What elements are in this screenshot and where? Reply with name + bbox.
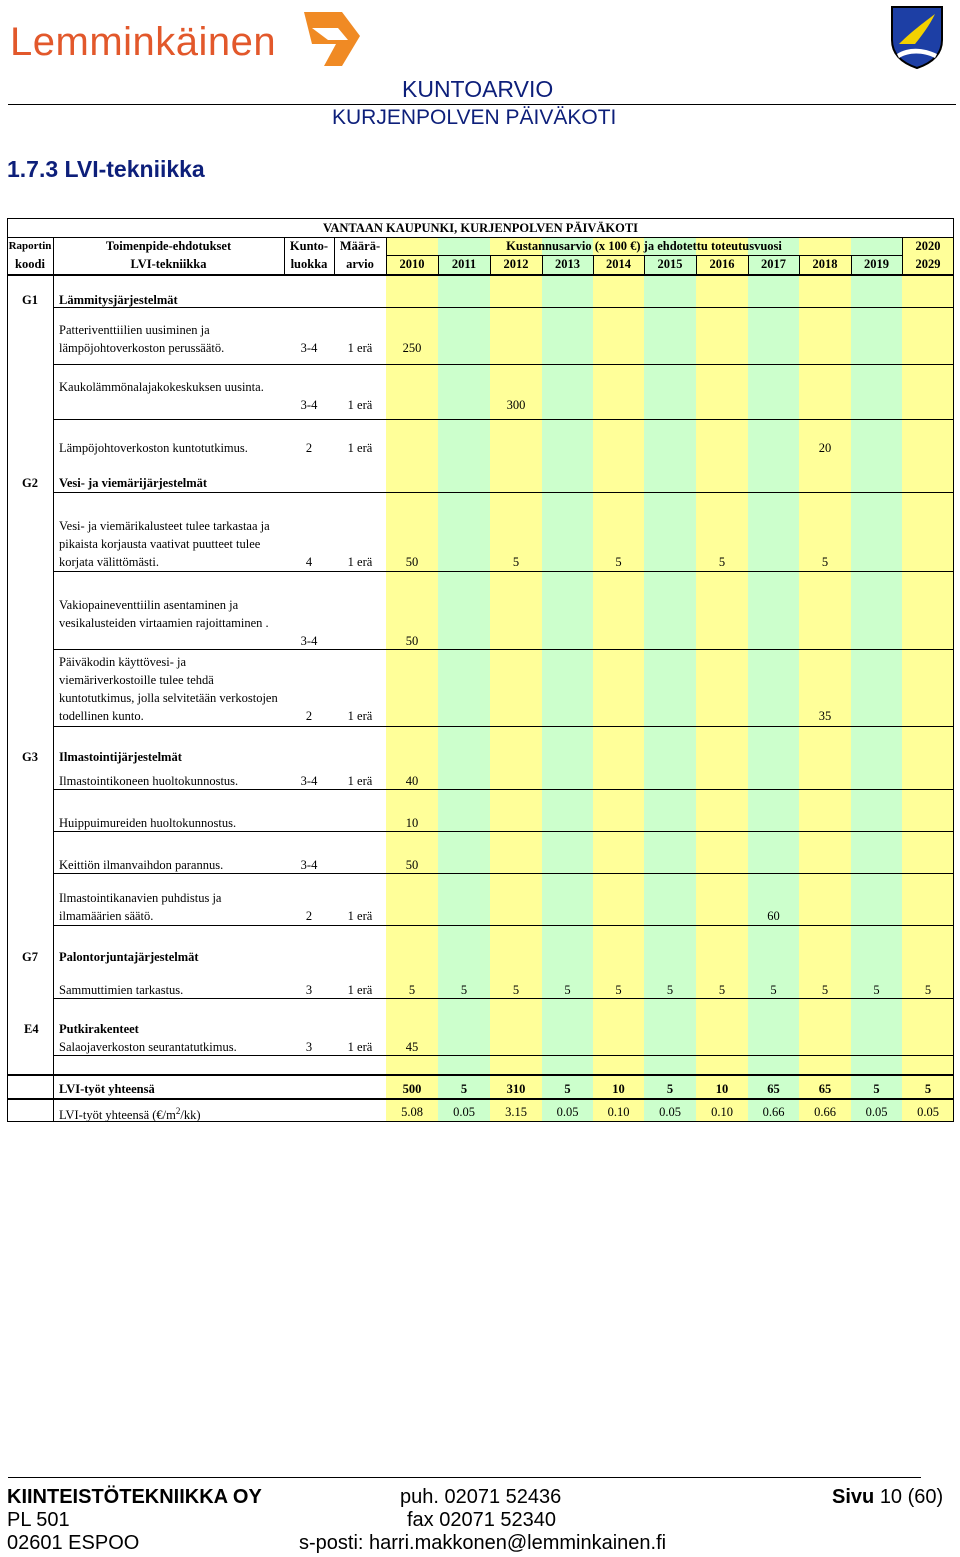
per-m2-label-sup: 2 (175, 1106, 181, 1116)
group-name: Lämmitysjärjestelmät (59, 293, 178, 307)
row-description: Lämpöjohtoverkoston kuntotutkimus. (59, 441, 248, 455)
per-m2-cost-cell: 0.10 (711, 1105, 733, 1119)
row-cost-cell: 50 (405, 634, 419, 648)
row-condition-class: 2 (305, 909, 313, 923)
footer-company: KIINTEISTÖTEKNIIKKA OY (7, 1486, 262, 1508)
section-title: 1.7.3 LVI-tekniikka (7, 156, 205, 182)
row-condition-class: 3-4 (300, 398, 318, 412)
per-m2-cost-cell: 0.05 (917, 1105, 939, 1119)
row-divider (53, 726, 954, 727)
total-cost-cell: 5 (564, 1082, 571, 1096)
row-description: Päiväkodin käyttövesi- ja viemäriverkostoille tulee tehdä kuntotutkimus, jolla selvitetään verkostojen todellinen kunto. (59, 655, 278, 723)
row-cost-cell: 5 (718, 983, 726, 997)
per-m2-label-text: LVI-työt yhteensä (€/m (59, 1108, 176, 1123)
row-description: Sammuttimien tarkastus. (59, 983, 184, 997)
row-description: Vakiopaineventtiilin asentaminen ja vesikalusteiden virtaamien rajoittaminen . (59, 598, 269, 630)
per-m2-label (59, 1102, 201, 1124)
row-quantity: 1 erä (347, 909, 373, 923)
document-subtitle: KURJENPOLVEN PÄIVÄKOTI (332, 106, 617, 129)
per-m2-label-suffix: /kk) (180, 1108, 201, 1123)
header-code-line1: Raportin (8, 240, 52, 252)
municipal-crest-icon (889, 4, 945, 70)
logo-arrow-icon (302, 8, 364, 70)
row-quantity: 1 erä (347, 341, 373, 355)
year-column-divider (696, 255, 697, 274)
row-cost-cell: 5 (718, 555, 726, 569)
logo-wordmark: Lemminkäinen (10, 20, 277, 64)
row-quantity: 1 erä (347, 441, 373, 455)
row-cost-cell: 5 (408, 983, 416, 997)
row-condition-class: 3-4 (300, 634, 318, 648)
row-cost-cell: 5 (821, 983, 829, 997)
row-cost-cell: 20 (818, 441, 832, 455)
year-header-cell: 2029 (915, 257, 941, 271)
header-code-line2: koodi (15, 257, 45, 271)
cost-estimate-table (7, 218, 954, 1122)
footer-address-line1: PL 501 (7, 1509, 70, 1531)
footer-fax: fax 02071 52340 (407, 1509, 557, 1531)
total-cost-cell: 10 (715, 1082, 729, 1096)
footer-address-line2: 02601 ESPOO (7, 1532, 140, 1554)
group-name: Palontorjuntajärjestelmät (59, 950, 199, 964)
row-description: Salaojaverkoston seurantatutkimus. (59, 1040, 237, 1054)
row-divider (53, 571, 954, 572)
row-condition-class: 2 (305, 709, 313, 723)
row-divider (53, 364, 954, 365)
header-class-line2: luokka (290, 257, 328, 271)
header-year-2020: 2020 (915, 239, 941, 253)
footer-phone: puh. 02071 52436 (400, 1486, 562, 1508)
group-name: Vesi- ja viemärijärjestelmät (59, 476, 208, 490)
row-cost-cell: 50 (405, 858, 419, 872)
per-m2-cost-cell: 0.10 (607, 1105, 630, 1119)
total-divider (7, 1098, 954, 1100)
total-cost-cell: 5 (873, 1082, 880, 1096)
footer-page-label: Sivu (832, 1486, 875, 1508)
total-cost-cell: 5 (924, 1082, 932, 1096)
total-cost-cell: 65 (818, 1082, 832, 1096)
row-divider (53, 492, 954, 493)
group-name: Putkirakenteet (59, 1022, 139, 1036)
row-condition-class: 3-4 (300, 858, 318, 872)
table-left-border (7, 218, 8, 1122)
group-code: G2 (22, 476, 38, 490)
row-description: Ilmastointikanavien puhdistus ja ilmamäärien säätö. (59, 891, 222, 923)
group-name: Ilmastointijärjestelmät (59, 750, 182, 764)
year-header-cell: 2019 (864, 257, 889, 271)
row-divider (53, 419, 954, 420)
row-cost-cell: 5 (770, 983, 777, 997)
row-condition-class: 3 (305, 1040, 313, 1054)
row-divider (53, 925, 954, 926)
per-m2-cost-cell: 0.66 (814, 1105, 836, 1119)
total-cost-cell: 65 (767, 1082, 780, 1096)
row-description: Vesi- ja viemärikalusteet tulee tarkastaa ja pikaista korjausta vaativat puutteet tulee korjata välittömästi. (59, 519, 270, 569)
row-cost-cell: 5 (564, 983, 571, 997)
total-cost-cell: 10 (612, 1082, 625, 1096)
year-header-cell: 2014 (606, 257, 631, 271)
group-code: G7 (22, 950, 38, 964)
year-column-divider (438, 255, 439, 274)
row-condition-class: 2 (305, 441, 313, 455)
row-description: Keittiön ilmanvaihdon parannus. (59, 858, 224, 872)
year-column-divider (799, 255, 800, 274)
header-cost-caption: Kustannusarvio (x 100 €) ja ehdotettu toteutusvuosi (506, 239, 782, 253)
year-header-cell: 2017 (761, 257, 786, 271)
row-condition-class: 3-4 (300, 774, 318, 788)
header-qty-line1: Määrä- (339, 239, 381, 253)
total-top-border (7, 1074, 954, 1076)
header-qty-line2: arvio (346, 257, 374, 271)
row-quantity: 1 erä (347, 398, 373, 412)
header-class-line1: Kunto- (289, 239, 329, 253)
per-m2-cost-cell: 0.05 (659, 1105, 681, 1119)
total-cost-cell: 5 (666, 1082, 674, 1096)
row-cost-cell: 5 (615, 983, 622, 997)
row-cost-cell: 5 (666, 983, 674, 997)
year-header-cell: 2012 (503, 257, 529, 271)
row-cost-cell: 40 (405, 774, 419, 788)
row-cost-cell: 5 (821, 555, 829, 569)
group-code: E4 (24, 1022, 39, 1036)
row-cost-cell: 60 (767, 909, 780, 923)
footer-divider (8, 1477, 921, 1478)
row-cost-cell: 5 (512, 555, 520, 569)
year-header-cell: 2011 (451, 257, 477, 271)
footer-page-indicator (832, 1486, 943, 1509)
row-cost-cell: 300 (506, 398, 526, 412)
total-label: LVI-työt yhteensä (59, 1082, 155, 1096)
year-header-cell: 2018 (812, 257, 838, 271)
per-m2-cost-cell: 0.05 (453, 1105, 475, 1119)
row-cost-cell: 45 (405, 1040, 419, 1054)
per-m2-cost-cell: 0.05 (865, 1105, 888, 1119)
document-title: KUNTOARVIO (402, 76, 554, 102)
footer-page-number: 10 (60) (879, 1486, 944, 1508)
year-column-divider (851, 255, 852, 274)
row-description: Patteriventtiilien uusiminen ja lämpöjohtoverkoston perussäätö. (59, 323, 225, 355)
footer-email: s-posti: harri.makkonen@lemminkainen.fi (299, 1532, 667, 1554)
per-m2-cost-cell: 3.15 (505, 1105, 527, 1119)
year-header-cell: 2016 (709, 257, 735, 271)
year-header-cell: 2015 (657, 257, 683, 271)
row-cost-cell: 5 (512, 983, 520, 997)
header-divider (8, 104, 956, 105)
row-description: Ilmastointikoneen huoltokunnostus. (59, 774, 239, 788)
year-header-cell: 2010 (399, 257, 425, 271)
total-cost-cell: 500 (402, 1082, 422, 1096)
group-code: G1 (22, 293, 38, 307)
row-cost-cell: 5 (873, 983, 880, 997)
year-column-divider (490, 255, 491, 274)
group-code: G3 (22, 750, 38, 764)
total-cost-cell: 5 (460, 1082, 468, 1096)
total-cost-cell: 310 (506, 1082, 526, 1096)
per-m2-cost-cell: 0.66 (762, 1105, 785, 1119)
row-cost-cell: 50 (405, 555, 419, 569)
per-m2-cost-cell: 5.08 (401, 1105, 423, 1119)
row-quantity: 1 erä (347, 709, 373, 723)
row-description: Kaukolämmönalajakokeskuksen uusinta. (59, 380, 264, 394)
header-bottom-border (7, 274, 954, 276)
header-desc-line1: Toimenpide-ehdotukset (105, 239, 232, 253)
row-divider (53, 649, 954, 650)
row-cost-cell: 5 (924, 983, 932, 997)
row-quantity: 1 erä (347, 774, 373, 788)
row-divider (53, 307, 954, 308)
row-condition-class: 3 (305, 983, 313, 997)
row-quantity: 1 erä (347, 555, 373, 569)
year-column-divider (542, 255, 543, 274)
year-column-divider (644, 255, 645, 274)
row-cost-cell: 10 (405, 816, 419, 830)
row-cost-cell: 35 (818, 709, 832, 723)
row-cost-cell: 5 (460, 983, 468, 997)
table-caption: VANTAAN KAUPUNKI, KURJENPOLVEN PÄIVÄKOTI (322, 221, 639, 235)
year-column-divider (593, 255, 594, 274)
company-logo (10, 8, 360, 72)
row-condition-class: 3-4 (300, 341, 318, 355)
year-header-cell: 2013 (555, 257, 580, 271)
row-quantity: 1 erä (347, 983, 373, 997)
row-quantity: 1 erä (347, 1040, 373, 1054)
row-description: Huippuimureiden huoltokunnostus. (59, 816, 237, 830)
row-cost-cell: 5 (615, 555, 622, 569)
row-cost-cell: 250 (402, 341, 422, 355)
header-desc-line2: LVI-tekniikka (130, 257, 207, 271)
column-divider (53, 237, 54, 1122)
per-m2-cost-cell: 0.05 (556, 1105, 579, 1119)
row-condition-class: 4 (305, 555, 313, 569)
year-column-divider (748, 255, 749, 274)
